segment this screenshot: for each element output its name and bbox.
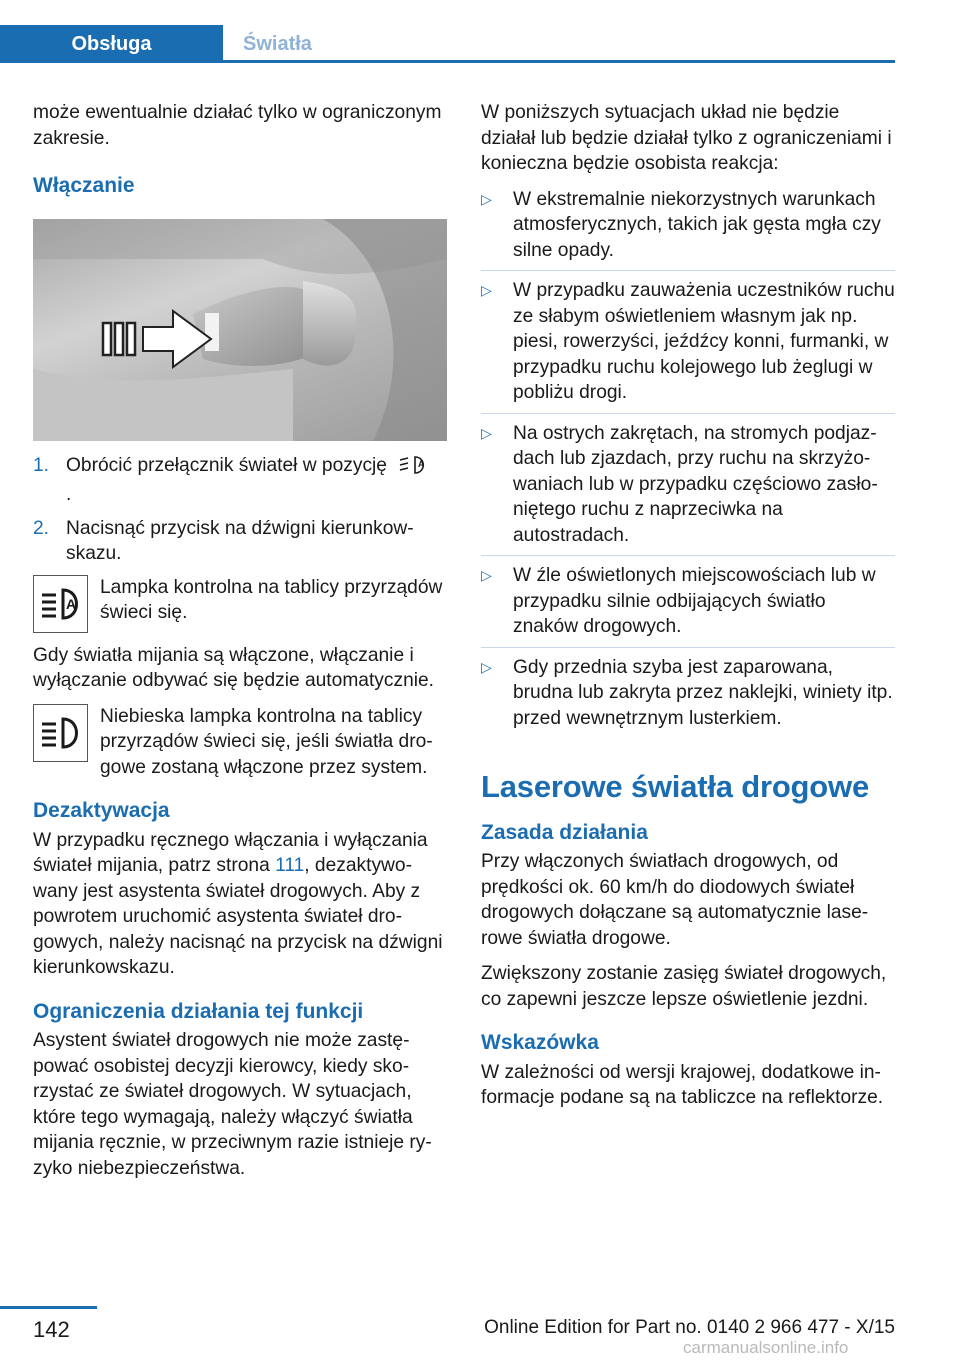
list-item-text: Na ostrych zakrętach, na stromych podjazdach lub zjazdach, przy ruchu na skrzyżowaniach lub w przypadku częściowo zasłoniętego ruchu z naprzeciwka na autostradach. (513, 422, 878, 546)
step-1 (33, 453, 447, 508)
paragraph-range: Zwiększony zostanie zasięg świateł drogowych, co zapewni jeszcze lepsze oświetlenie jezdni. (481, 963, 887, 1010)
list-item-text: W źle oświetlonych miejscowościach lub w przypadku silnie odbijających światło znaków drogowych. (513, 565, 876, 637)
indicator-text-2: Niebieska lampka kontrolna na tablicy przyrządów świeci się, jeśli światła drogowe zostaną włączone przez system. (100, 705, 433, 778)
right-column (481, 100, 895, 1121)
paragraph-limitations: Asystent świateł drogowych nie może zastępować osobistej decyzji kierowcy, kiedy skorzystać ze świateł drogowych. W sytuacjach, które tego wymagają, należy włączyć światła mijania ręcznie, w przeciwnym razie istnieje ryzyko niebezpieczeństwa. (33, 1030, 432, 1179)
step-suffix: . (66, 484, 72, 505)
list-item-text: W ekstremalnie niekorzystnych warunkach atmosferycznych, takich jak gęsta mgła czy silne opady. (513, 188, 881, 261)
deactivation-text-a: W przypadku ręcznego włączania i wyłączania świateł mijania, patrz strona (33, 829, 428, 876)
situations-list (481, 187, 895, 739)
left-column (33, 100, 447, 1191)
lever-photo (33, 219, 447, 441)
footer-rule (0, 1306, 97, 1309)
triangle-bullet-icon: ▷ (481, 424, 492, 441)
paragraph-note: W zależności od wersji krajowej, dodatkowe informacje podane są na tabliczce na reflektorze. (481, 1061, 884, 1108)
list-item (481, 563, 895, 648)
paragraph-situations: W poniższych sytuacjach układ nie będzie działał lub będzie działał tylko z ograniczeniami i konieczna będzie osobista reakcja: (481, 102, 892, 174)
steps-list (33, 453, 447, 567)
heading-wskazowka: Wskazówka (481, 1031, 599, 1054)
triangle-bullet-icon: ▷ (481, 282, 492, 298)
indicator-text-1: Lampka kontrolna na tablicy przyrządów świeci się. (100, 576, 443, 623)
heading-laser-lights: Laserowe światła drogowe (481, 769, 869, 804)
heading-ograniczenia: Ograniczenia działania tej funkcji (33, 999, 364, 1023)
watermark: carmanualsonline.info (683, 1338, 849, 1357)
triangle-bullet-icon: ▷ (481, 658, 492, 675)
tab-swiatla[interactable]: Światła (243, 32, 312, 55)
page-link-111[interactable]: 111 (275, 855, 305, 876)
paragraph-deactivation (33, 828, 447, 981)
list-item (481, 421, 895, 557)
tab-obsluga[interactable]: Obsługa (0, 25, 223, 63)
heading-dezaktywacja: Dezaktywacja (33, 799, 170, 822)
triangle-bullet-icon: ▷ (481, 190, 492, 207)
list-item (481, 655, 895, 739)
step-number: 2. (33, 517, 50, 539)
high-beam-assist-indicator-icon (33, 575, 88, 633)
page-number: 142 (33, 1317, 70, 1342)
high-beam-indicator-icon (33, 704, 88, 762)
list-item (481, 278, 895, 414)
list-item-text: W przypadku zauważenia uczestników ruchu ze słabym oświetleniem własnym jak np. piesi, rowerzyści, jeźdźcy konni, furmanki, w przypadku ruchu kolejowego lub żeglugi w pobliżu drogi. (513, 280, 895, 403)
list-item (481, 187, 895, 272)
header-rule (0, 60, 895, 63)
step-2 (33, 516, 447, 567)
indicator-row-1 (33, 575, 447, 633)
list-item-text: Gdy przednia szyba jest zaparowana, brudna lub zakryta przez naklejki, winiety itp. przed wewnętrznym lusterkiem. (513, 656, 893, 729)
deactivation-text-b: , dezaktywowany jest asystenta świateł drogowych. Aby z powrotem uruchomić asystenta świateł drogowych, należy nacisnąć na przycisk na dźwigni kierunkowskazu. (33, 855, 443, 978)
svg-text:A: A (418, 458, 425, 469)
edition-text: Online Edition for Part no. 0140 2 966 477 - X/15 (484, 1317, 895, 1338)
paragraph-principle: Przy włączonych światłach drogowych, od prędkości ok. 60 km/h do diodowych świateł drogowych dołączane są automatycznie laserowe światła drogowe. (481, 851, 869, 949)
intro-text: może ewentualnie działać tylko w ograniczonym zakresie. (33, 102, 442, 149)
step-text: Obrócić przełącznik świateł w pozycję (66, 454, 387, 476)
paragraph-low-beam: Gdy światła mijania są włączone, włączanie i wyłączanie odbywać się będzie automatycznie. (33, 644, 435, 691)
indicator-row-2 (33, 704, 447, 781)
heading-wlaczanie: Włączanie (33, 174, 135, 197)
svg-text:A: A (65, 595, 76, 612)
lever-illustration (33, 219, 447, 441)
heading-zasada-dzialania: Zasada działania (481, 820, 648, 844)
step-text: Nacisnąć przycisk na dźwigni kierunkowskazu. (66, 517, 414, 564)
step-number: 1. (33, 454, 50, 476)
triangle-bullet-icon: ▷ (481, 567, 492, 583)
auto-light-switch-icon (398, 453, 432, 483)
